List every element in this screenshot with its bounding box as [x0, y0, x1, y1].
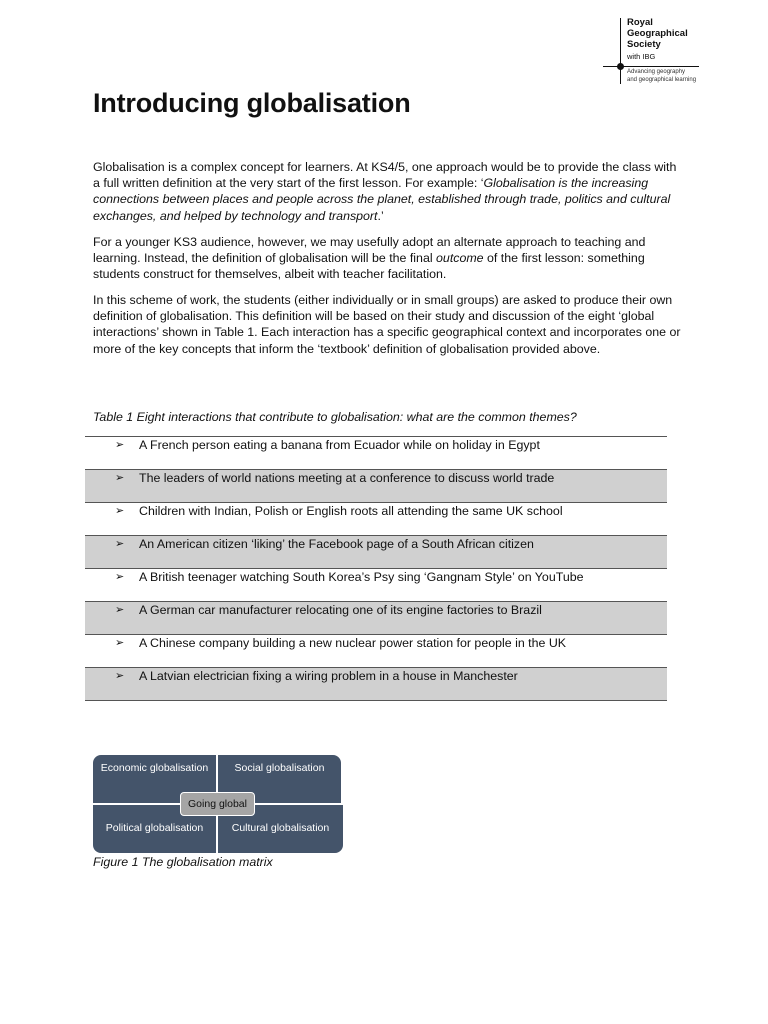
table-row [85, 470, 667, 503]
logo-tagline [627, 69, 696, 84]
outcome-emphasis: outcome [436, 251, 484, 266]
matrix-cultural: Cultural globalisation [218, 805, 343, 853]
interaction-text: A Latvian electrician fixing a wiring problem in a house in Manchester [139, 669, 518, 683]
logo-line3: Society [627, 39, 661, 50]
rgs-logo [603, 16, 703, 86]
logo-line1: Royal [627, 17, 653, 28]
intro-text-1: Globalisation is a complex concept for learners. At KS4/5, one approach would be to provide the class with a full written definition at the very start of the first lesson. For example: ‘ [93, 160, 677, 191]
matrix-political: Political globalisation [93, 805, 216, 853]
ks3-text-1: For a younger KS3 audience, however, we may usefully adopt an alternate approach to teaching and learning. Instead, the definition of globalisation will be the final [93, 235, 646, 266]
interaction-text: The leaders of world nations meeting at a conference to discuss world trade [139, 471, 555, 485]
ks3-text-2: of the first lesson: something students construct for themselves, albeit with teacher facilitation. [93, 251, 645, 282]
logo-tagline-2: and geographical learning [627, 76, 697, 83]
intro-paragraph [93, 159, 683, 224]
interaction-text: A British teenager watching South Korea’s Psy sing ‘Gangnam Style’ on YouTube [139, 570, 584, 584]
intro-text-2: .’ [377, 208, 384, 223]
table-row [85, 503, 667, 536]
arrow-bullet-icon: ➢ [115, 472, 125, 484]
table-row [85, 437, 667, 470]
page-title: Introducing globalisation [93, 88, 411, 118]
arrow-bullet-icon: ➢ [115, 604, 125, 616]
matrix-center: Going global [180, 792, 255, 816]
figure-caption: Figure 1 The globalisation matrix [93, 855, 273, 869]
logo-dot [617, 63, 624, 70]
logo-name [627, 17, 688, 50]
table-caption: Table 1 Eight interactions that contribute to globalisation: what are the common themes? [93, 410, 577, 424]
table-row [85, 602, 667, 635]
scheme-paragraph: In this scheme of work, the students (either individually or in small groups) are asked to produce their own definition of globalisation. This definition will be based on their study and discussion of the eight ‘global interactions’ shown in Table 1. Each interaction has a specific geographical context and incorporates one or more of the key concepts that inform the ‘textbook’ definition of globalisation provided above. [93, 293, 681, 356]
table-row [85, 569, 667, 602]
interaction-text: A German car manufacturer relocating one of its engine factories to Brazil [139, 603, 542, 617]
table-row [85, 668, 667, 701]
matrix-social: Social globalisation [218, 755, 341, 803]
arrow-bullet-icon: ➢ [115, 571, 125, 583]
definition-quote: Globalisation is the increasing connections between places and people across the planet, established through trade, politics and cultural exchanges, and helped by technology and transport [93, 176, 671, 223]
interactions-table [85, 436, 667, 701]
interaction-text: A French person eating a banana from Ecuador while on holiday in Egypt [139, 438, 540, 452]
globalisation-matrix [93, 755, 343, 853]
interaction-text: Children with Indian, Polish or English roots all attending the same UK school [139, 504, 563, 518]
ks3-paragraph [93, 234, 683, 283]
arrow-bullet-icon: ➢ [115, 637, 125, 649]
arrow-bullet-icon: ➢ [115, 538, 125, 550]
logo-tagline-1: Advancing geography [627, 69, 686, 75]
interaction-text: An American citizen ‘liking’ the Facebook page of a South African citizen [139, 537, 534, 551]
interaction-text: A Chinese company building a new nuclear power station for people in the UK [139, 636, 567, 650]
table-row [85, 635, 667, 668]
logo-line2: Geographical [627, 28, 688, 39]
logo-vertical-line [620, 18, 621, 84]
table-row [85, 536, 667, 569]
matrix-economic: Economic globalisation [93, 755, 216, 803]
logo-with-ibg: with IBG [627, 52, 656, 61]
arrow-bullet-icon: ➢ [115, 439, 125, 451]
arrow-bullet-icon: ➢ [115, 505, 125, 517]
arrow-bullet-icon: ➢ [115, 670, 125, 682]
